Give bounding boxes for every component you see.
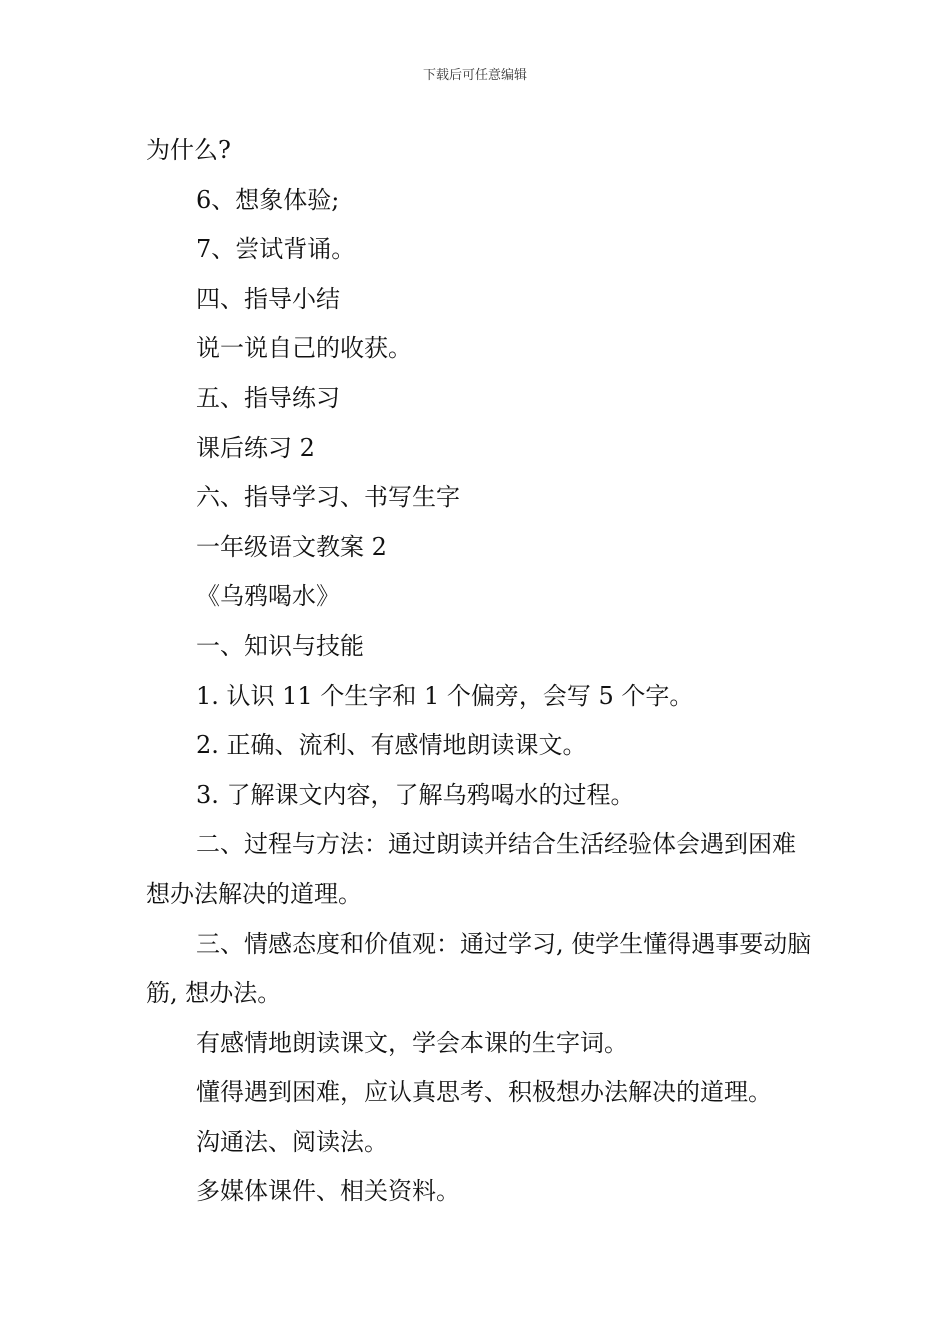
paragraph: 6、想象体验; [196,185,340,214]
section-heading: 五、指导练习 [196,383,340,412]
list-item: 3. 了解课文内容，了解乌鸦喝水的过程。 [196,780,635,809]
document-body [146,126,816,1217]
paragraph: 三、情感态度和价值观：通过学习, 使学生懂得遇事要动脑筋, 想办法。 [146,929,812,1008]
page-header: 下载后可任意编辑 [422,68,527,83]
paragraph: 懂得遇到困难，应认真思考、积极想办法解决的道理。 [196,1078,772,1107]
section-heading: 四、指导小结 [196,284,340,313]
document-title: 一年级语文教案 2 [196,532,387,561]
paragraph: 说一说自己的收获。 [196,334,412,363]
section-heading: 六、指导学习、书写生字 [196,483,460,512]
list-item: 2. 正确、流利、有感情地朗读课文。 [196,731,587,760]
lesson-title: 《乌鸦喝水》 [196,582,340,611]
list-item: 1. 认识 11 个生字和 1 个偏旁，会写 5 个字。 [196,681,694,710]
paragraph: 二、过程与方法：通过朗读并结合生活经验体会遇到困难想办法解决的道理。 [146,830,796,908]
paragraph: 为什么? [146,136,231,164]
paragraph: 沟通法、阅读法。 [196,1127,388,1156]
paragraph: 有感情地朗读课文，学会本课的生字词。 [196,1028,628,1057]
paragraph: 多媒体课件、相关资料。 [196,1177,460,1206]
paragraph: 课后练习 2 [196,433,315,462]
section-heading: 一、知识与技能 [196,631,364,660]
paragraph: 7、尝试背诵。 [196,235,356,264]
